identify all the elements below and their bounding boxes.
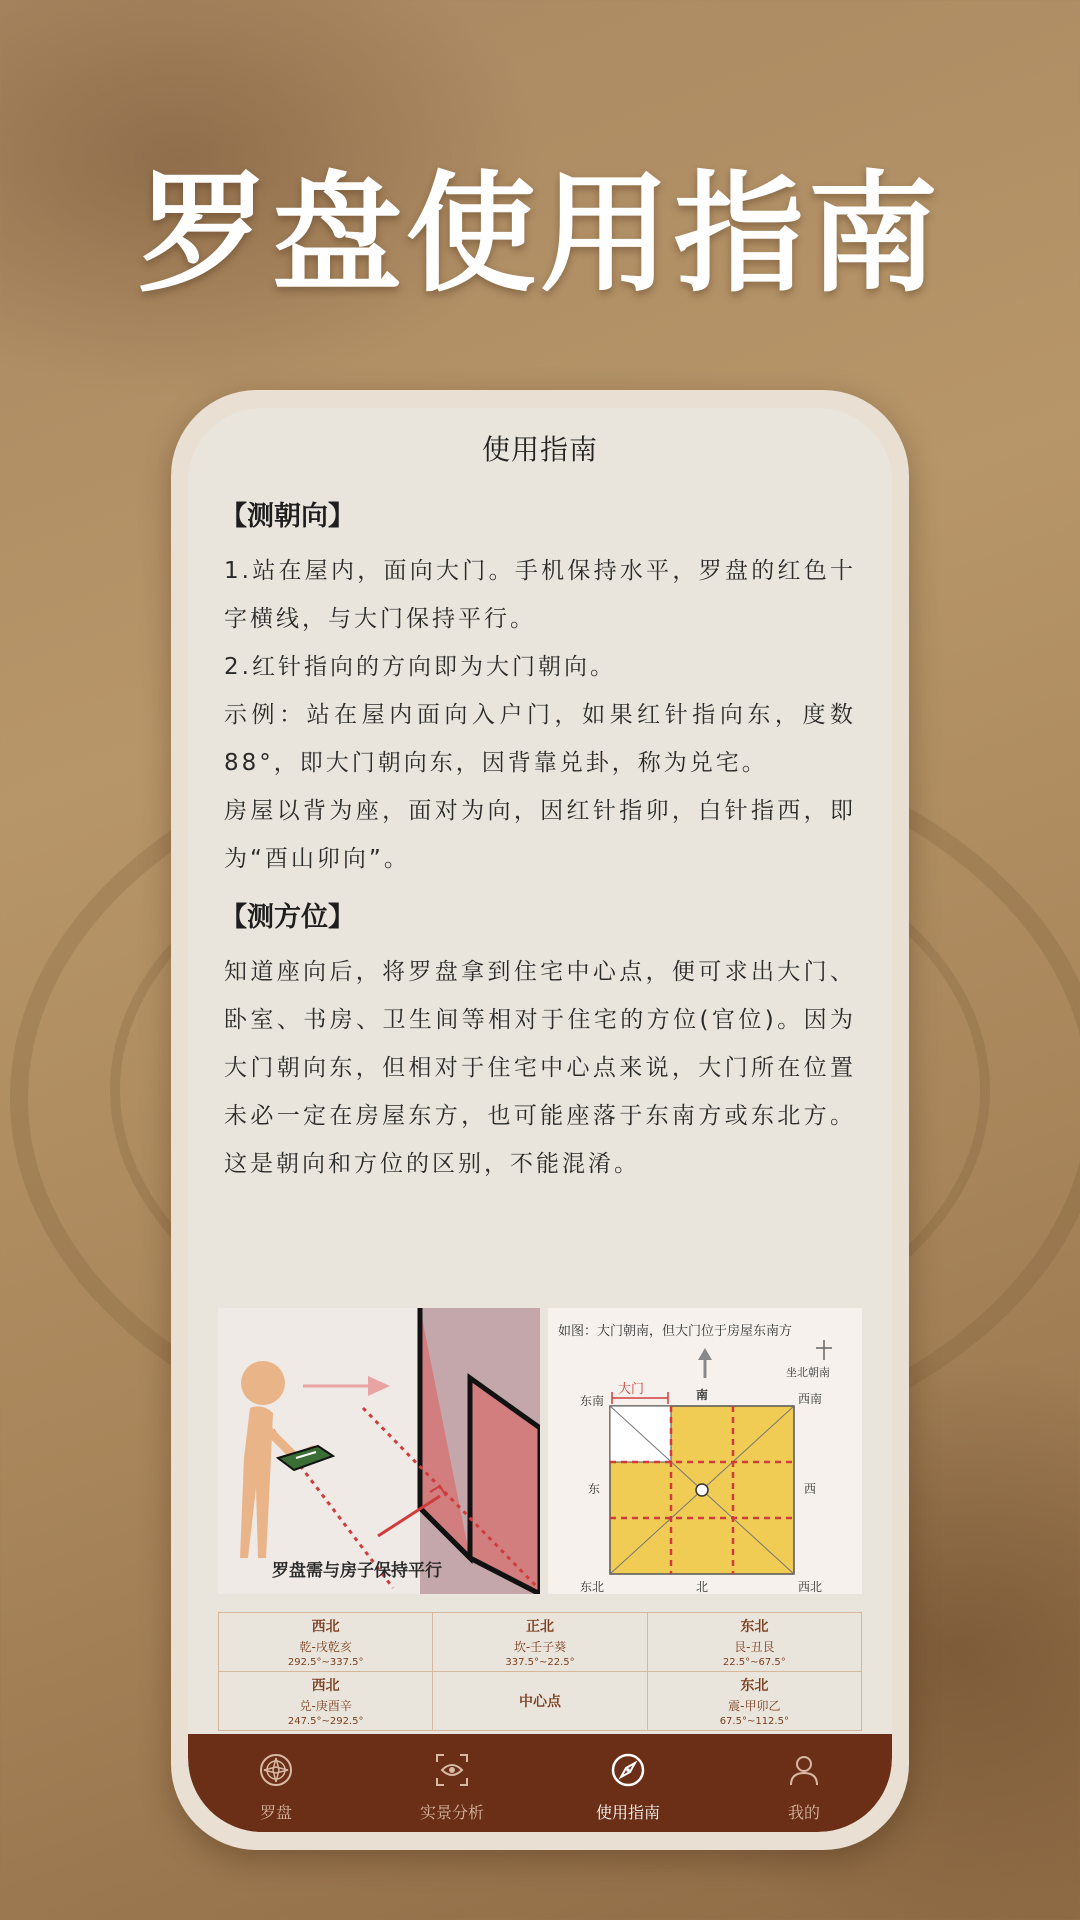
user-icon	[786, 1752, 822, 1788]
tab-profile-label: 我的	[787, 1803, 820, 1822]
dir-west: 西	[804, 1482, 817, 1496]
dir-east: 东	[588, 1482, 601, 1496]
bottom-tab-bar	[188, 1734, 892, 1832]
person-holding-phone-illustration	[218, 1308, 540, 1594]
dir-northeast: 东北	[580, 1580, 605, 1594]
guide-content	[220, 494, 856, 1188]
page-title: 使用指南	[481, 433, 598, 466]
table-row	[219, 1613, 862, 1672]
tab-scene-analysis-label: 实景分析	[419, 1803, 484, 1822]
dir-south: 南	[696, 1388, 709, 1402]
tab-guide[interactable]	[540, 1734, 716, 1832]
table-row	[219, 1672, 862, 1731]
tab-compass-label: 罗盘	[259, 1803, 292, 1822]
parallel-illustration-caption: 罗盘需与房子保持平行	[272, 1561, 442, 1581]
table-cell: 西北 兑-庚酉辛 247.5°~292.5°	[219, 1672, 433, 1731]
scan-eye-icon	[434, 1752, 470, 1788]
dir-north: 北	[696, 1580, 709, 1594]
table-cell: 正北 坎-壬子葵 337.5°~22.5°	[433, 1613, 647, 1672]
direction-table	[218, 1612, 862, 1731]
orientation-step-1: 1.站在屋内，面向大门。手机保持水平，罗盘的红色十字横线，与大门保持平行。	[224, 558, 856, 632]
parallel-illustration	[218, 1308, 540, 1594]
floorplan-diagram	[548, 1308, 862, 1594]
tab-scene-analysis[interactable]	[364, 1734, 540, 1832]
orientation-step-2: 2.红针指向的方向即为大门朝向。	[224, 654, 616, 680]
floorplan-graphic	[548, 1308, 862, 1594]
direction-paragraph: 知道座向后，将罗盘拿到住宅中心点，便可求出大门、卧室、书房、卫生间等相对于住宅的方位(官位)。因为大门朝向东，但相对于住宅中心点来说，大门所在位置未必一定在房屋东方，也可能座落于东南方或东北方。这是朝向和方位的区别，不能混淆。	[224, 959, 856, 1177]
table-cell: 东北 震-甲卯乙 67.5°~112.5°	[647, 1672, 861, 1731]
dir-southeast: 东南	[580, 1394, 605, 1408]
legend-label: 坐北朝南	[786, 1366, 830, 1379]
orientation-note: 房屋以背为座，面对为向，因红针指卯，白针指西，即为“酉山卯向”。	[224, 798, 856, 872]
dir-southwest: 西南	[798, 1392, 823, 1406]
dir-northwest: 西北	[798, 1580, 823, 1594]
orientation-example: 示例：站在屋内面向入户门，如果红针指向东，度数88°，即大门朝向东，因背靠兑卦，称为兑宅。	[224, 702, 856, 776]
section-heading-orientation: 【测朝向】	[220, 501, 355, 532]
tab-profile[interactable]	[716, 1734, 892, 1832]
table-cell: 东北 艮-丑艮 22.5°~67.5°	[647, 1613, 861, 1672]
tab-guide-label: 使用指南	[595, 1803, 660, 1822]
table-cell: 西北 乾-戌乾亥 292.5°~337.5°	[219, 1613, 433, 1672]
door-label: 大门	[618, 1382, 645, 1397]
promo-headline: 罗盘使用指南	[137, 158, 942, 310]
compass-needle-icon	[610, 1752, 646, 1788]
illustration-row	[218, 1308, 862, 1594]
tab-compass[interactable]	[188, 1734, 364, 1832]
phone-screen	[188, 408, 892, 1832]
table-cell-center: 中心点	[433, 1672, 647, 1731]
floorplan-caption: 如图：大门朝南，但大门位于房屋东南方	[558, 1324, 793, 1339]
compass-rose-icon	[258, 1752, 294, 1788]
section-heading-direction: 【测方位】	[220, 902, 355, 933]
